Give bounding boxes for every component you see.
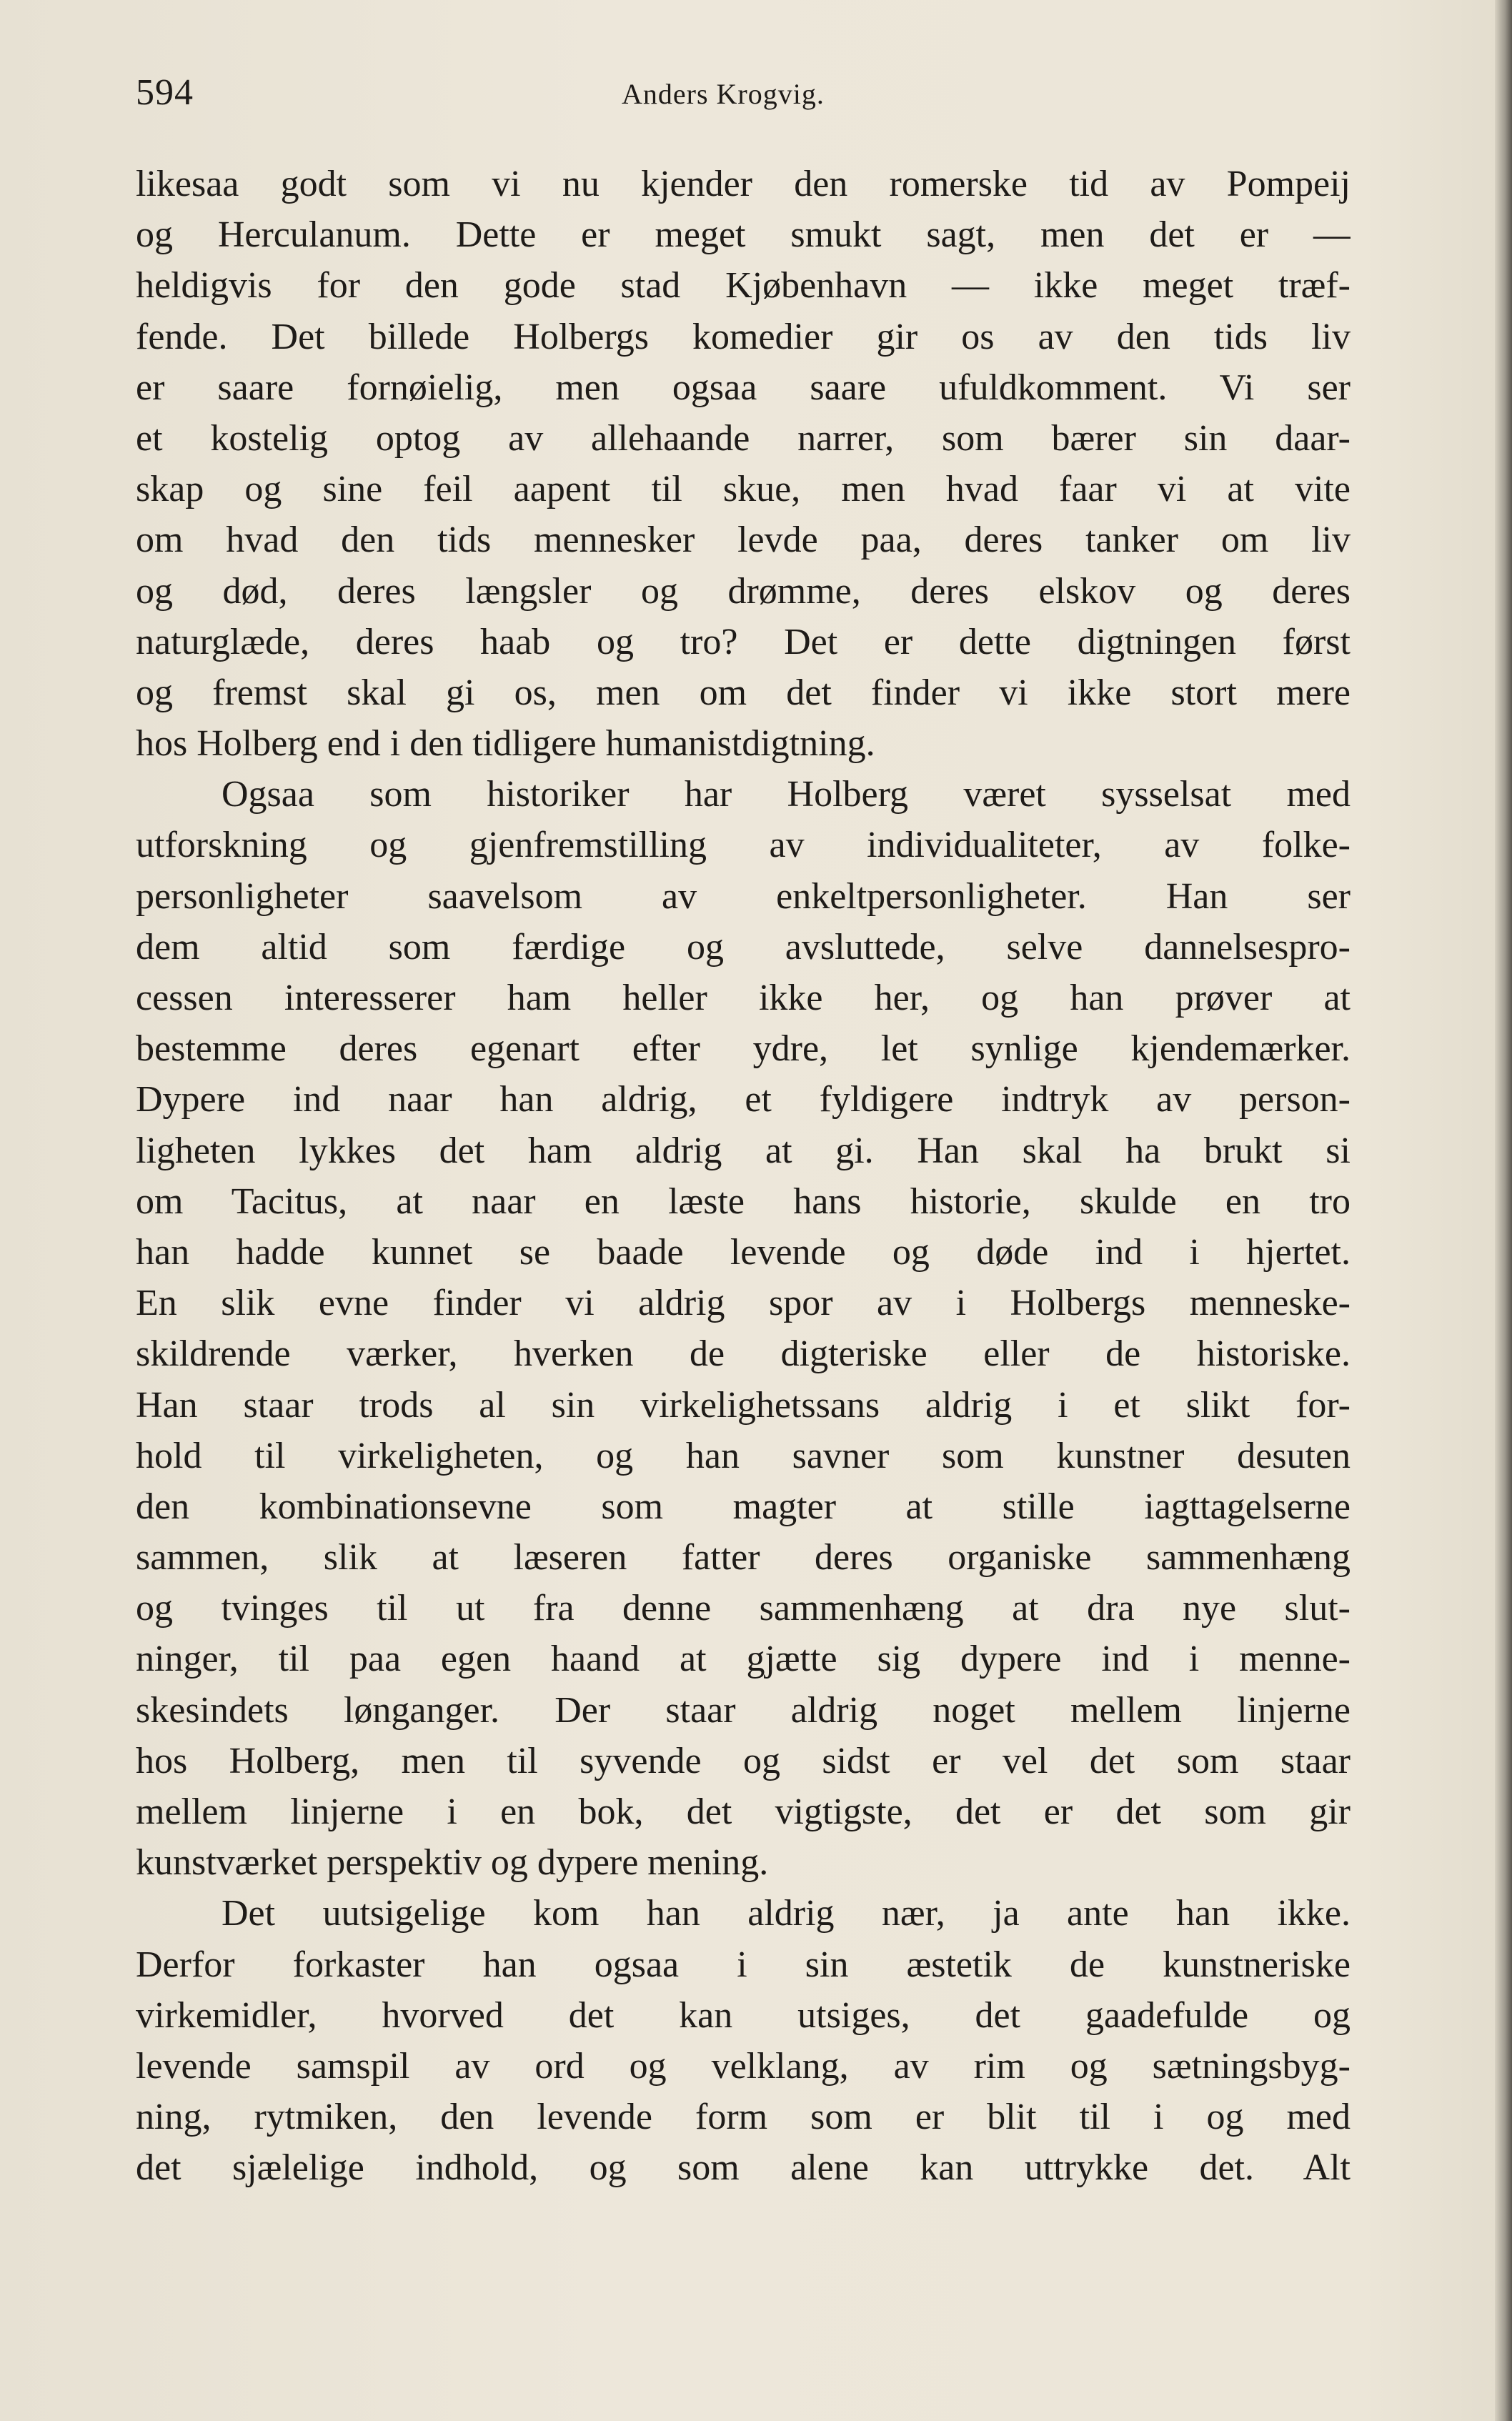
text-line: levende samspil av ord og velklang, av rim og sætningsbyg- xyxy=(136,2045,1351,2087)
text-line: ninger, til paa egen haand at gjætte sig dypere ind i menne- xyxy=(136,1639,1351,1680)
text-line: og tvinges til ut fra denne sammenhæng at dra nye slut- xyxy=(136,1588,1351,1629)
text-line: naturglæde, deres haab og tro? Det er dette digtningen først xyxy=(136,621,1351,662)
text-line: fende. Det billede Holbergs komedier gir os av den tids liv xyxy=(136,316,1351,357)
text-line: han hadde kunnet se baade levende og døde ind i hjertet. xyxy=(136,1231,1351,1273)
page-number: 594 xyxy=(136,72,194,113)
text-line: personligheter saavelsom av enkeltpersonligheter. Han ser xyxy=(136,875,1351,917)
text-line: skesindets lønganger. Der staar aldrig noget mellem linjerne xyxy=(136,1689,1351,1731)
text-line: hold til virkeligheten, og han savner som kunstner desuten xyxy=(136,1435,1351,1476)
text-line: om Tacitus, at naar en læste hans historie, skulde en tro xyxy=(136,1180,1351,1222)
text-line: og død, deres længsler og drømme, deres elskov og deres xyxy=(136,570,1351,612)
text-line: likesaa godt som vi nu kjender den romerske tid av Pompeij xyxy=(136,164,1351,204)
text-line: heldigvis for den gode stad Kjøbenhavn — ikke meget træf- xyxy=(136,265,1351,307)
text-line: bestemme deres egenart efter ydre, let synlige kjendemærker. xyxy=(136,1028,1351,1070)
text-line: det sjælelige indhold, og som alene kan uttrykke det. Alt xyxy=(136,2147,1351,2189)
running-head: Anders Krogvig. xyxy=(622,78,825,110)
text-line: Derfor forkaster han ogsaa i sin æstetik de kunstneriske xyxy=(136,1944,1351,1985)
text-line: hos Holberg, men til syvende og sidst er vel det som staar xyxy=(136,1740,1351,1781)
text-line: et kostelig optog av allehaande narrer, som bærer sin daar- xyxy=(136,417,1351,459)
text-line: En slik evne finder vi aldrig spor av i Holbergs menneske- xyxy=(136,1283,1351,1324)
text-line: og fremst skal gi os, men om det finder vi ikke stort mere xyxy=(136,672,1351,713)
body-text xyxy=(136,159,1351,2194)
page-header xyxy=(136,71,1351,121)
paragraph-end-line: hos Holberg end i den tidligere humanistdigtning. xyxy=(136,723,875,765)
text-line: og Herculanum. Dette er meget smukt sagt, men det er — xyxy=(136,214,1351,256)
text-line: skildrende værker, hverken de digteriske eller de historiske. xyxy=(136,1333,1351,1375)
text-line: Han staar trods al sin virkelighetssans aldrig i et slikt for- xyxy=(136,1384,1351,1426)
text-line: skap og sine feil aapent til skue, men hvad faar vi at vite xyxy=(136,469,1351,510)
text-line: mellem linjerne i en bok, det vigtigste, det er det som gir xyxy=(136,1791,1351,1832)
text-line: den kombinationsevne som magter at stille iagttagelserne xyxy=(136,1486,1351,1527)
text-line: ning, rytmiken, den levende form som er blit til i og med xyxy=(136,2097,1351,2138)
text-line: virkemidler, hvorved det kan utsiges, det gaadefulde og xyxy=(136,1994,1351,2036)
text-line: cessen interesserer ham heller ikke her, og han prøver at xyxy=(136,978,1351,1018)
text-line: ligheten lykkes det ham aldrig at gi. Han skal ha brukt si xyxy=(136,1130,1351,1171)
text-line: sammen, slik at læseren fatter deres organiske sammenhæng xyxy=(136,1537,1351,1579)
paragraph-start-line: Det uutsigelige kom han aldrig nær, ja ante han ikke. xyxy=(222,1893,1351,1934)
paragraph-start-line: Ogsaa som historiker har Holberg været sysselsat med xyxy=(222,774,1351,815)
text-line: er saare fornøielig, men ogsaa saare ufuldkomment. Vi ser xyxy=(136,367,1351,408)
text-line: Dypere ind naar han aldrig, et fyldigere indtryk av person- xyxy=(136,1079,1351,1120)
paragraph-end-line: kunstværket perspektiv og dypere mening. xyxy=(136,1842,769,1884)
text-line: om hvad den tids mennesker levde paa, deres tanker om liv xyxy=(136,520,1351,561)
text-line: dem altid som færdige og avsluttede, selve dannelsespro- xyxy=(136,926,1351,968)
page-edge-shadow xyxy=(1495,0,1512,2421)
text-line: utforskning og gjenfremstilling av individualiteter, av folke- xyxy=(136,825,1351,866)
